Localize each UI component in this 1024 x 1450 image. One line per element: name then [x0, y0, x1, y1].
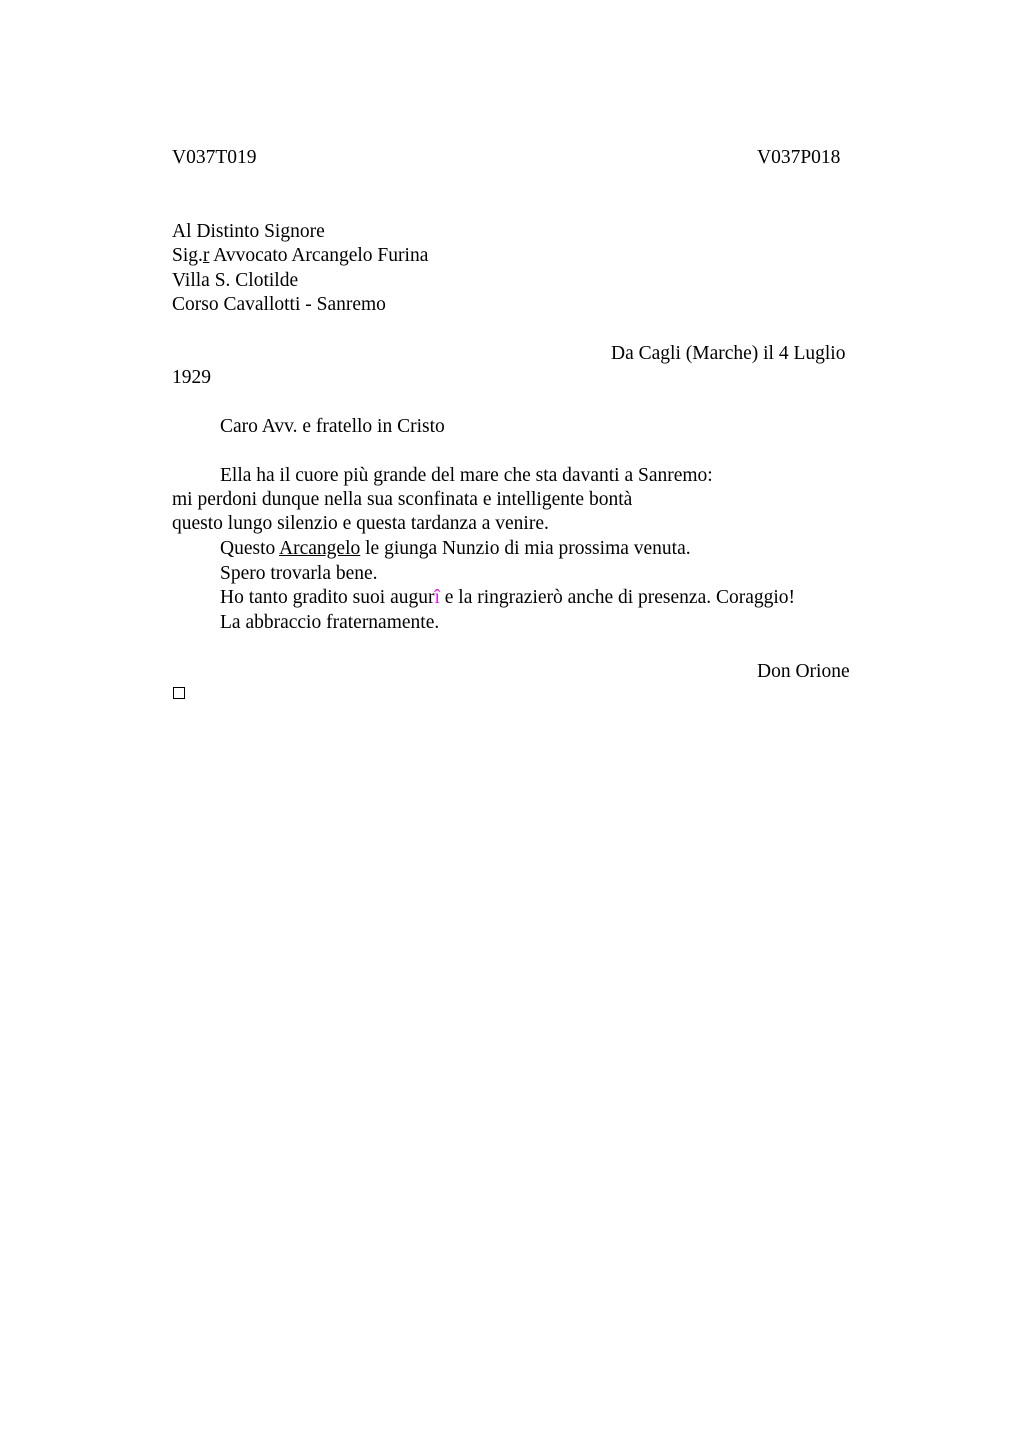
address-abbr-underlined: r [202, 245, 210, 266]
body-line-6-accent-char: î [434, 587, 440, 608]
body-line-6-rest: e la ringrazierò anche di presenza. Coraggio! [439, 587, 796, 608]
body-line-5: Spero trovarla bene. [220, 563, 378, 584]
address-line-3: Villa S. Clotilde [172, 270, 299, 291]
body-line-1: Ella ha il cuore più grande del mare che sta davanti a Sanremo: [220, 465, 713, 486]
address-abbr-prefix: Sig. [172, 245, 203, 266]
signature: Don Orione [757, 661, 850, 682]
body-line-6 [220, 586, 795, 610]
greeting: Caro Avv. e fratello in Cristo [220, 416, 445, 437]
body-line-7: La abbraccio fraternamente. [220, 612, 440, 633]
body-line-4 [220, 537, 691, 561]
dateline-part-2: 1929 [172, 367, 211, 388]
body-line-6-prefix: Ho tanto gradito suoi augur [220, 587, 435, 608]
address-line-1: Al Distinto Signore [172, 221, 325, 242]
body-line-2: mi perdoni dunque nella sua sconfinata e intelligente bontà [172, 489, 633, 510]
body-line-4-rest: le giunga Nunzio di mia prossima venuta. [360, 538, 691, 559]
header-right-code: V037P018 [757, 147, 841, 168]
address-line-2-rest: Avvocato Arcangelo Furina [209, 245, 429, 266]
checkbox-square-icon [173, 687, 185, 699]
body-line-4-underlined: Arcangelo [279, 538, 361, 559]
dateline-part-1: Da Cagli (Marche) il 4 Luglio [611, 343, 846, 364]
header-left-code: V037T019 [172, 147, 257, 168]
body-line-4-prefix: Questo [220, 538, 280, 559]
address-line-2 [172, 244, 428, 268]
body-line-3: questo lungo silenzio e questa tardanza a venire. [172, 513, 549, 534]
address-line-4: Corso Cavallotti - Sanremo [172, 294, 386, 315]
